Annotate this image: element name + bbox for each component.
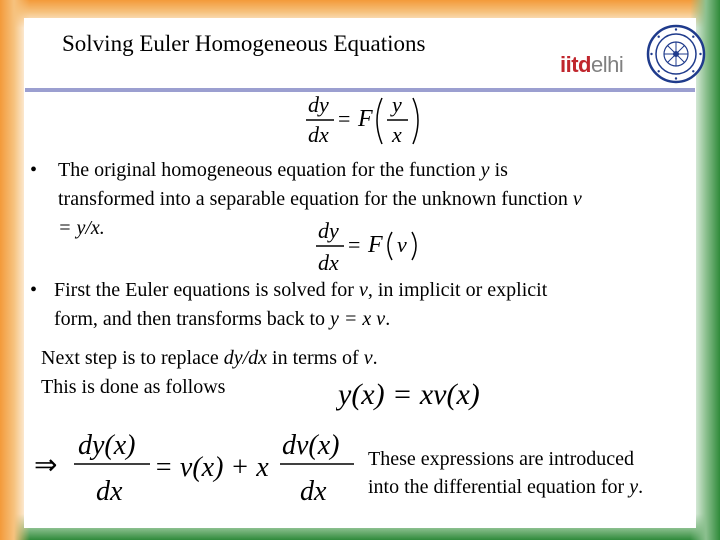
bullet-line: First the Euler equations is solved for v, in implicit or explicit [54,279,548,301]
note-line: These expressions are introduced [368,448,635,470]
svg-text:⇒: ⇒ [34,450,58,481]
bullet-line: The original homogeneous equation for the function y is [58,159,508,181]
svg-text:dy(x): dy(x) [78,430,136,461]
bullet-line: transformed into a separable equation for the unknown function v [58,188,582,210]
introduction-note [368,445,643,501]
slide-title: Solving Euler Homogeneous Equations [62,31,426,56]
svg-text:v: v [397,232,407,257]
bullet-line: = y/x. [58,217,105,239]
svg-text:dx: dx [308,122,329,147]
svg-text:x: x [392,122,402,147]
paragraph-line: Next step is to replace dy/dx in terms of v. [41,347,378,369]
svg-text:=: = [338,106,351,131]
equation-substitution [336,372,496,414]
svg-text:y(x) = xv(x): y(x) = xv(x) [338,378,480,411]
next-step-paragraph [41,344,378,402]
svg-text:dy: dy [318,218,339,243]
bullet-line: form, and then transforms back to y = x v. [54,308,391,330]
bullet-solve-for-v: • First the Euler equations is solved for v, in implicit or explicit form, and then transforms back to y = x v. [30,276,690,336]
note-line: into the differential equation for y. [368,476,644,498]
svg-text:F: F [368,232,383,258]
svg-text:y: y [392,92,402,117]
svg-text:F: F [358,106,373,132]
svg-text:= v(x) + x: = v(x) + x [154,452,269,483]
svg-text:dx: dx [318,250,339,275]
paragraph-line: This is done as follows [41,376,226,398]
bullet-separable-transform: • The original homogeneous equation for the function y is transformed into a separable equation for the unknown function v = y/x. [30,156,690,246]
svg-text:dy: dy [308,92,329,117]
iitdelhi-logo-text: iitdelhi [560,52,624,77]
equation-derivative-expansion [30,420,360,510]
equation-separable-form [312,214,427,276]
iit-delhi-seal-icon [646,24,706,84]
equation-homogeneous-form [300,90,425,150]
svg-text:dv(x): dv(x) [282,430,340,461]
svg-text:dx: dx [96,476,123,507]
svg-text:dx: dx [300,476,327,507]
svg-text:=: = [348,232,361,257]
